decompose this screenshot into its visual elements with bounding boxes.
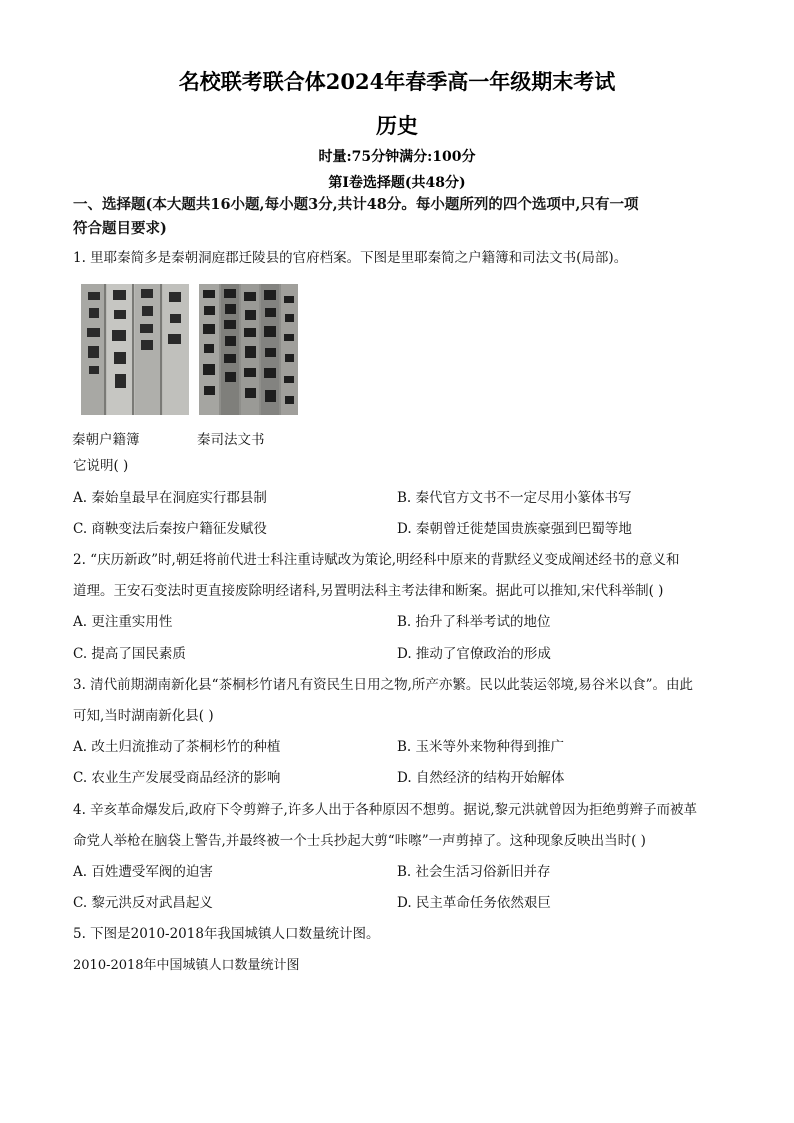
q5-stem: 5. 下图是2010-2018年我国城镇人口数量统计图。	[73, 926, 380, 942]
q2-option-c: C. 提高了国民素质	[73, 646, 186, 662]
section-heading-line1: 一、选择题(本大题共16小题,每小题3分,共计48分。每小题所列的四个选项中,只有一项	[73, 196, 639, 213]
q4-stem-line1: 4. 辛亥革命爆发后,政府下令剪辫子,许多人出于各种原因不想剪。据说,黎元洪就曾因为拒绝剪辫子而被革	[73, 802, 698, 818]
q4-option-c: C. 黎元洪反对武昌起义	[73, 895, 213, 911]
q2-stem-line2: 道理。王安石变法时更直接废除明经诸科,另置明法科主考法律和断案。据此可以推知,宋代科举制( )	[73, 583, 664, 599]
qin-judicial-document-image	[199, 284, 298, 415]
q1-option-c: C. 商鞅变法后秦按户籍征发赋役	[73, 521, 267, 537]
q2-option-b: B. 抬升了科举考试的地位	[397, 614, 551, 630]
q3-stem-line2: 可知,当时湖南新化县( )	[73, 708, 214, 724]
q3-option-b: B. 玉米等外来物种得到推广	[397, 739, 565, 755]
q5-figure-title: 2010-2018年中国城镇人口数量统计图	[73, 958, 300, 973]
q1-option-b: B. 秦代官方文书不一定尽用小篆体书写	[397, 490, 632, 506]
q1-option-d: D. 秦朝曾迁徙楚国贵族豪强到巴蜀等地	[397, 521, 632, 537]
q1-ask: 它说明( )	[73, 458, 129, 474]
section-heading-line2: 符合题目要求)	[73, 220, 167, 237]
q3-option-d: D. 自然经济的结构开始解体	[397, 770, 565, 786]
caption-household-register: 秦朝户籍簿	[72, 432, 140, 448]
time-score-line: 时量:75分钟满分:100分	[318, 149, 476, 165]
q1-stem: 1. 里耶秦简多是秦朝洞庭郡迁陵县的官府档案。下图是里耶秦简之户籍簿和司法文书(局部)。	[73, 250, 628, 266]
q4-stem-line2: 命党人举枪在脑袋上警告,并最终被一个士兵抄起大剪“咔嚓”一声剪掉了。这种现象反映出当时( )	[73, 833, 646, 849]
q2-option-a: A. 更注重实用性	[73, 614, 173, 630]
q4-option-d: D. 民主革命任务依然艰巨	[397, 895, 551, 911]
caption-judicial-document: 秦司法文书	[197, 432, 265, 448]
q2-stem-line1: 2. “庆历新政”时,朝廷将前代进士科注重诗赋改为策论,明经科中原来的背默经义变成阐述经书的意义和	[73, 552, 680, 568]
q3-option-a: A. 改土归流推动了茶桐杉竹的种植	[73, 739, 281, 755]
exam-title: 名校联考联合体2024年春季高一年级期末考试	[178, 69, 616, 94]
q1-option-a: A. 秦始皇最早在洞庭实行郡县制	[73, 490, 267, 506]
qin-household-register-image	[81, 284, 189, 415]
subject-title: 历史	[376, 113, 418, 138]
q2-option-d: D. 推动了官僚政治的形成	[397, 646, 551, 662]
q3-option-c: C. 农业生产发展受商品经济的影响	[73, 770, 281, 786]
q4-option-a: A. 百姓遭受军阀的迫害	[73, 864, 213, 880]
q4-option-b: B. 社会生活习俗新旧并存	[397, 864, 551, 880]
q3-stem-line1: 3. 清代前期湖南新化县“茶桐杉竹诸凡有资民生日用之物,所产亦繁。民以此装运邻境,易谷米以食”。由此	[73, 677, 694, 693]
volume-heading: 第I卷选择题(共48分)	[328, 175, 466, 191]
